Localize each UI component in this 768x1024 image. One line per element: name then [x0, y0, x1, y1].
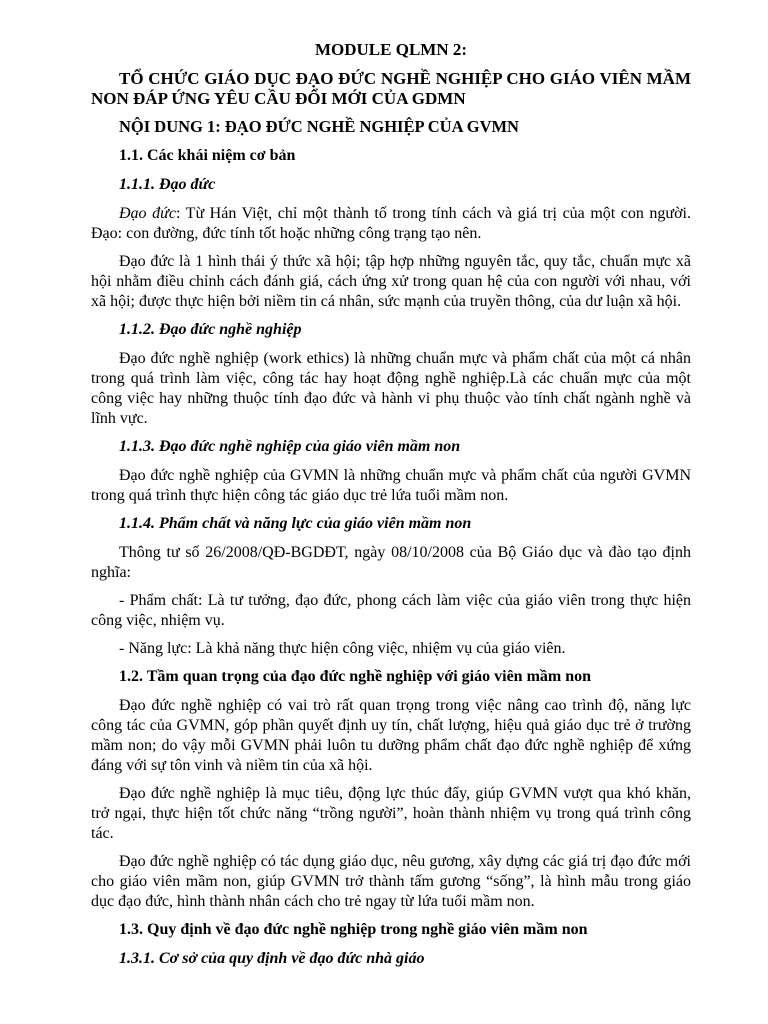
section-heading-1-1-1: 1.1.1. Đạo đức [119, 176, 216, 193]
section-heading-1-3-1: 1.3.1. Cơ sở của quy định về đạo đức nhà giáo [119, 950, 425, 967]
list-item: - Phẩm chất: Là tư tưởng, đạo đức, phong cách làm việc của giáo viên trong thực hiện công việc, nhiệm vụ. [91, 592, 691, 629]
section-heading-1-1-4: 1.1.4. Phẩm chất và năng lực của giáo viên mầm non [119, 515, 472, 532]
paragraph: Đạo đức nghề nghiệp của GVMN là những chuẩn mực và phẩm chất của người GVMN trong quá trình thực hiện công tác giáo dục trẻ lứa tuổi mầm non. [91, 467, 691, 504]
paragraph: Thông tư số 26/2008/QĐ-BGDĐT, ngày 08/10/2008 của Bộ Giáo dục và đào tạo định nghĩa: [91, 544, 691, 581]
content-heading: NỘI DUNG 1: ĐẠO ĐỨC NGHỀ NGHIỆP CỦA GVMN [119, 117, 519, 136]
section-heading-1-3: 1.3. Quy định về đạo đức nghề nghiệp trong nghề giáo viên mầm non [119, 921, 588, 938]
document-title: TỔ CHỨC GIÁO DỤC ĐẠO ĐỨC NGHỀ NGHIỆP CHO GIÁO VIÊN MẦM NON ĐÁP ỨNG YÊU CẦU ĐỔI MỚI CỦA GDMN [91, 69, 691, 108]
section-heading-1-1-3: 1.1.3. Đạo đức nghề nghiệp của giáo viên mầm non [119, 438, 461, 455]
paragraph: Đạo đức nghề nghiệp có vai trò rất quan trọng trong việc nâng cao trình độ, năng lực công tác của GVMN, góp phần quyết định uy tín, chất lượng, hiệu quả giáo dục trẻ ở trường mầm non; do vậy mỗi GVMN phải luôn tu dưỡng phẩm chất đạo đức nghề nghiệp để xứng đáng với sự tôn vinh và niềm tin của xã hội. [91, 697, 691, 774]
list-item: - Năng lực: Là khả năng thực hiện công việc, nhiệm vụ của giáo viên. [119, 640, 566, 657]
paragraph: Đạo đức nghề nghiệp là mục tiêu, động lực thúc đẩy, giúp GVMN vượt qua khó khăn, trở ngại, thực hiện tốt chức năng “trồng người”, hoàn thành nhiệm vụ trong quá trình công tác. [91, 785, 691, 842]
module-title: MODULE QLMN 2: [314, 40, 468, 59]
paragraph: Đạo đức nghề nghiệp (work ethics) là những chuẩn mực và phẩm chất của một cá nhân trong quá trình làm việc, công tác hay hoạt động nghề nghiệp.Là các chuẩn mực của một công việc hay những thuộc tính đạo đức và hành vi phụ thuộc vào tính chất ngành nghề và lĩnh vực. [91, 350, 691, 427]
paragraph: Đạo đức là 1 hình thái ý thức xã hội; tập hợp những nguyên tắc, quy tắc, chuẩn mực xã hội nhằm điều chỉnh cách đánh giá, cách ứng xử trong quan hệ của con người với nhau, với xã hội; được thực hiện bởi niềm tin cá nhân, sức mạnh của truyền thông, của dư luận xã hội. [91, 253, 691, 310]
section-heading-1-1-2: 1.1.2. Đạo đức nghề nghiệp [119, 321, 302, 338]
paragraph-text: : Từ Hán Việt, chỉ một thành tố trong tính cách và giá trị của một con người. Đạo: con đường, đức tính tốt hoặc những công trạng tạo nên. [91, 205, 692, 242]
section-heading-1-1: 1.1. Các khái niệm cơ bản [119, 147, 296, 164]
paragraph: Đạo đức nghề nghiệp có tác dụng giáo dục, nêu gương, xây dựng các giá trị đạo đức mới cho giáo viên mầm non, giúp GVMN trở thành tấm gương “sống”, là hình mẫu trong giáo dục đạo đức, hình thành nhân cách cho trẻ ngay từ lứa tuổi mầm non. [91, 853, 691, 910]
paragraph [91, 204, 691, 244]
paragraph-lead-term: Đạo đức [119, 205, 176, 222]
section-heading-1-2: 1.2. Tầm quan trọng của đạo đức nghề nghiệp với giáo viên mầm non [119, 668, 592, 685]
